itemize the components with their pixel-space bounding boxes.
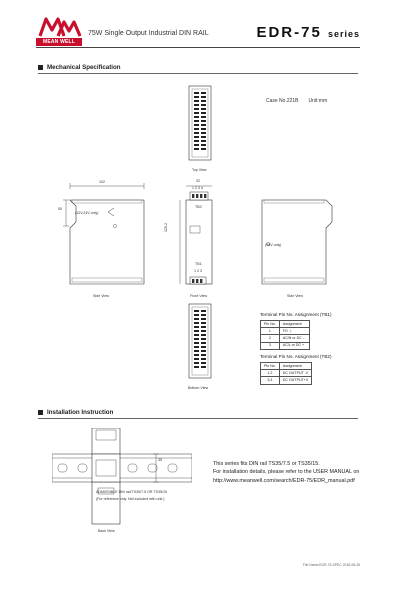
series-label: series [327, 29, 360, 39]
footer-file-name: File Name:EDR-75-SPEC 2018-08-28 [302, 563, 360, 567]
voltage-note: (12V,24V only) [75, 211, 99, 215]
tb2-table-title: Terminal Pin No. Assignment (TB2) [260, 354, 332, 359]
table-cell: DC OUTPUT -V [279, 370, 312, 377]
model-name: EDR-75 [256, 24, 322, 41]
ground-note: (48V only) [265, 243, 282, 247]
table-header-cell: Pin No. [261, 363, 280, 370]
front-view-drawing [166, 178, 224, 290]
bullet-square-icon [38, 65, 43, 70]
tb3-label: TB3 [195, 205, 202, 209]
model-title [256, 24, 360, 41]
bullet-square-icon [38, 410, 43, 415]
table-cell: 1 [261, 328, 280, 335]
side-view-right-drawing [256, 178, 342, 290]
header-rule [36, 47, 360, 48]
table-row [261, 335, 310, 342]
side-view-left-drawing [58, 178, 148, 290]
dim-height: 125.2 [164, 223, 168, 232]
front-view-label: Front View [190, 294, 208, 298]
table-cell: FG ⏚ [279, 328, 309, 335]
top-view-drawing [186, 84, 216, 164]
top-view-label: Top View [192, 168, 207, 172]
tb3-pin-numbers: 1 2 3 4 [192, 186, 203, 190]
logo-text: MEAN WELL [36, 38, 82, 46]
side-view-right-label: Side View [287, 294, 303, 298]
bottom-view-drawing [186, 302, 216, 382]
table-cell: DC OUTPUT+V [279, 377, 312, 384]
tb2-table [260, 362, 312, 385]
installation-section-rule [38, 418, 358, 419]
installation-section-title: Installation Instruction [38, 409, 113, 416]
mean-well-logo [36, 16, 82, 46]
table-row [261, 328, 310, 335]
table-header-row [261, 363, 312, 370]
table-header-row [261, 321, 310, 328]
installation-line: This series fits DIN rail TS35/7.5 or TS35/15. [213, 461, 320, 467]
table-row [261, 370, 312, 377]
table-cell: 1,2 [261, 370, 280, 377]
mechanical-section-rule [38, 73, 358, 74]
side-view-left-label: Side View [93, 294, 109, 298]
table-row [261, 342, 310, 349]
mw-logo-mark [36, 16, 82, 38]
table-header-cell: Assignment [279, 321, 309, 328]
rail-note: ADMISSIBLE DIN rail:TS35/7.5 OR TS35/15 [96, 490, 168, 494]
tb1-table [260, 320, 310, 350]
installation-line: For installation details, please refer to the USER MANUAL on [213, 469, 360, 476]
tb1-pin-numbers: 1 2 3 [194, 269, 202, 273]
din-rail-drawing [52, 428, 192, 528]
product-subtitle: 75W Single Output Industrial DIN RAIL [88, 30, 209, 37]
dim-width: 102 [99, 180, 105, 184]
table-row [261, 377, 312, 384]
table-header-cell: Assignment [279, 363, 312, 370]
dim-depth: 55 [58, 207, 62, 211]
installation-link[interactable]: http://www.meanwell.com/search/EDR-75/EDR_manual.pdf [213, 477, 355, 484]
table-cell: 2 [261, 335, 280, 342]
dim-front-width: 32 [196, 179, 200, 183]
table-cell: 3,4 [261, 377, 280, 384]
mechanical-section-title: Mechanical Specification [38, 64, 121, 71]
rail-note-sub: (For reference only. Not included with unit.) [96, 497, 165, 501]
table-cell: 3 [261, 342, 280, 349]
table-header-cell: Pin No. [261, 321, 280, 328]
table-cell: AC/N or DC - [279, 335, 309, 342]
back-view-label: Back View [98, 529, 115, 533]
rail-dim: 35 [158, 458, 162, 462]
installation-info [213, 460, 359, 485]
tb1-label: TB1 [195, 262, 202, 266]
case-number: Case No.221B Unit:mm [266, 98, 328, 104]
tb1-table-title: Terminal Pin No. Assignment (TB1) [260, 312, 332, 317]
bottom-view-label: Bottom View [188, 386, 209, 390]
table-cell: AC/L or DC + [279, 342, 309, 349]
